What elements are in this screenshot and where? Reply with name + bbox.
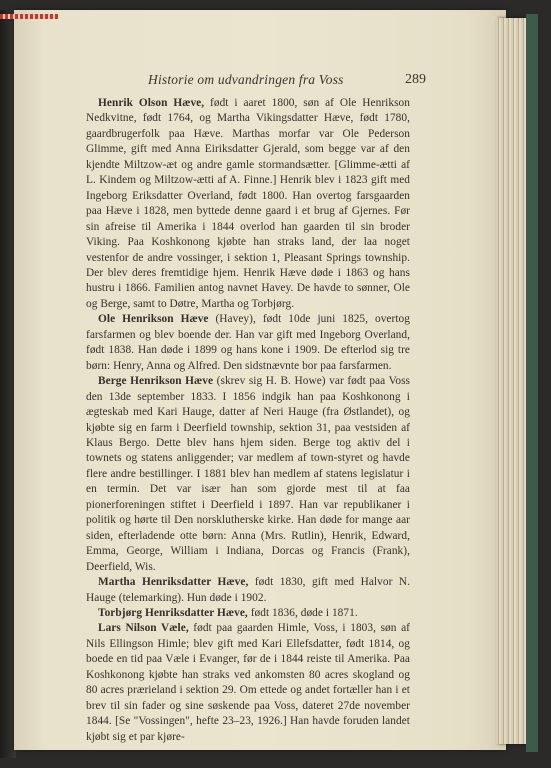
paragraph-text: (skrev sig H. B. Howe) var født paa Voss den 13de september 1833. I 1856 indgik han paa Koshkonong i ægteskab med Kari Hauge, datter af Neri Hauge (fra Østlandet), og kjøbte sig en farm i Deerfield township, sektion 31, paa vestsiden af Klaus Bergo. Dette blev hans hjem siden. Berge tog aktiv del i townets og statens anliggender; var medlem af town-styret og havde flere andre bestillinger. I 1881 blev han medlem af statens legislatur i en termin. Det var især han som gjorde mest til at faa pionerforeningen stiftet i Deerfield i 1897. Han var republikaner i politik og hørte til Den norsklutherske kirke. Han døde for mange aar siden, efterladende otte børn: Anna (Mrs. Rutlin), Henrik, Edward, Emma, George, William i Indiana, Dorcas og Francis (Frank), Deerfield, Wis.	[86, 375, 410, 573]
person-name: Lars Nilson Væle,	[98, 622, 189, 635]
paragraph-text: født paa gaarden Himle, Voss, i 1803, søn af Nils Ellingson Himle; blev gift med Kari Ellefsdatter, født 1814, og boede en tid paa Væle i Evanger, før de i 1844 reiste til Amerika. Paa Koshkonong kjøbte han straks ved ankomsten 80 acres skogland og 80 acres prærieland i sektion 29. Om ettede og andet fortæller han i et brev til sin fader og sine søskende paa Voss, dateret 27de november 1844. [Se "Vossingen", hefte 23–23, 1926.] Han havde foruden landet kjøbt sig et par kjøre-	[86, 622, 410, 743]
person-name: Ole Henrikson Hæve	[98, 313, 209, 326]
person-name: Berge Henrikson Hæve	[98, 375, 214, 388]
paragraph-text: (Havey), født 10de juni 1825, overtog farsfarmen og blev boende der. Han var gift med Ingeborg Overland, født 1838. Han døde i 1899 og hans kone i 1909. De efterlod sig tre børn: Henry, Anna og Alfred. Den sidstnævnte bor paa farsfarmen.	[86, 313, 410, 372]
paragraph-berge	[86, 374, 410, 575]
person-name: Henrik Olson Hæve,	[98, 97, 205, 109]
book-cover-edge	[526, 14, 538, 752]
page-edges	[496, 18, 530, 744]
paragraph-torbjorg	[86, 606, 410, 621]
paragraph-text: født 1830, gift med Halvor N. Hauge (telemarking). Hun døde i 1902.	[86, 576, 410, 604]
bookmark-ribbon	[0, 14, 58, 19]
paragraph-ole	[86, 312, 410, 374]
person-name: Torbjørg Henriksdatter Hæve,	[98, 606, 248, 619]
paragraph-lars	[86, 621, 410, 745]
body-text	[86, 96, 410, 745]
paragraph-martha	[86, 575, 410, 606]
person-name: Martha Henriksdatter Hæve,	[98, 576, 249, 589]
paragraph-text: født 1836, døde i 1871.	[247, 606, 358, 619]
page-number: 289	[405, 72, 426, 87]
paragraph-henrik	[86, 96, 410, 312]
running-title: Historie om udvandringen fra Voss	[148, 72, 344, 87]
paragraph-text: født i aaret 1800, søn af Ole Henrikson Nedkvitne, født 1764, og Martha Vikingsdatter Hæve, født 1780, gaardbrugerfolk paa Hæve. Marthas morfar var Ole Pederson Glimme, gift med Anna Eiriksdatter Gjerald, som begge var af den kjendte Miltzow-æt og andre gamle stormandsætter. [Glimme-ætti af L. Kindem og Miltzow-ætti af A. Finne.] Henrik blev i 1823 gift med Ingeborg Eriksdatter Overland, født 1800. Han overtog farsgaarden paa Hæve i 1828, men byttede denne gaard i et brug af Gjernes. Før sin afreise til Amerika i 1844 overlod han gaarden til sin broder Viking. Paa Koshkonong kjøbte han straks land, der laa noget vestenfor de andre vossinger, i sektion 1, Pleasant Springs township. Der blev deres fremtidige hjem. Henrik Hæve døde i 1863 og hans hustru i 1866. Familien antog navnet Havey. De havde to sønner, Ole og Berge, samt to Døtre, Martha og Torbjørg.	[86, 97, 410, 310]
